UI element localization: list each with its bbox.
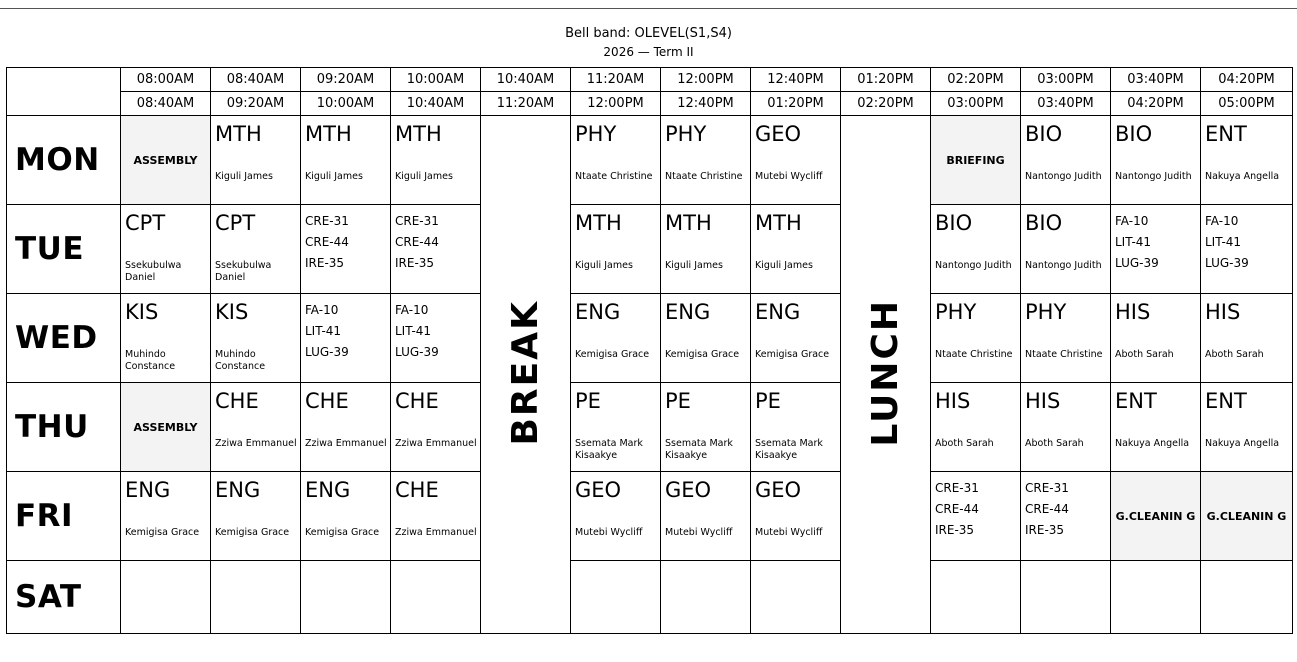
teacher-name: Ntaate Christine (935, 349, 1013, 360)
subject-code: BIO (1115, 122, 1153, 146)
subject-code: ENG (215, 478, 261, 502)
period-end-time: 10:40AM (391, 92, 481, 116)
teacher-name: Kemigisa Grace (215, 527, 290, 538)
subject-code: HIS (1115, 300, 1151, 324)
lesson-cell (1201, 294, 1293, 383)
lesson-cell (211, 294, 301, 383)
period-end-time: 03:00PM (931, 92, 1021, 116)
lesson-cell (661, 294, 751, 383)
lesson-cell (751, 205, 841, 294)
lesson-cell (751, 383, 841, 472)
period-start-time: 08:00AM (121, 68, 211, 92)
combined-subject-line: FA-10 (1205, 214, 1239, 228)
subject-code: GEO (575, 478, 622, 502)
teacher-name: Aboth Sarah (935, 438, 994, 449)
combined-subject-line: LUG-39 (1205, 256, 1249, 270)
teacher-name: Mutebi Wycliff (755, 527, 823, 538)
combined-lesson-cell (1021, 472, 1111, 561)
period-end-time: 11:20AM (481, 92, 571, 116)
combined-subject-line: LIT-41 (1115, 235, 1152, 249)
lesson-cell (1021, 116, 1111, 205)
subject-code: MTH (755, 211, 802, 235)
teacher-name: Aboth Sarah (1205, 349, 1264, 360)
special-activity-cell: BRIEFING (931, 116, 1021, 205)
subject-code: PHY (1025, 300, 1067, 324)
empty-slot-cell (121, 561, 211, 634)
lesson-cell (121, 205, 211, 294)
teacher-name: Kiguli James (395, 171, 453, 182)
subject-code: GEO (665, 478, 712, 502)
combined-subject-line: IRE-35 (1025, 523, 1065, 537)
combined-subject-line: FA-10 (1115, 214, 1149, 228)
combined-subjects (395, 300, 439, 363)
subject-code: ENG (755, 300, 801, 324)
subject-code: ENT (1205, 389, 1247, 413)
subject-code: GEO (755, 122, 802, 146)
subject-code: ENG (125, 478, 171, 502)
day-row (7, 561, 1293, 634)
teacher-name: Zziwa Emmanuel (215, 438, 297, 449)
combined-subject-line: CRE-44 (395, 235, 439, 249)
teacher-name: Mutebi Wycliff (755, 171, 823, 182)
teacher-name: Kiguli James (755, 260, 813, 271)
break-label: BREAK (505, 299, 546, 446)
subject-code: MTH (665, 211, 712, 235)
lesson-cell (751, 294, 841, 383)
lesson-cell (931, 205, 1021, 294)
combined-subjects (1205, 211, 1249, 274)
subject-code: PE (755, 389, 781, 413)
period-start-time: 01:20PM (841, 68, 931, 92)
day-label: MON (7, 116, 121, 205)
subject-code: BIO (935, 211, 973, 235)
period-end-time: 08:40AM (121, 92, 211, 116)
subject-code: ENG (305, 478, 351, 502)
subject-code: ENT (1115, 389, 1157, 413)
teacher-name: Zziwa Emmanuel (395, 527, 477, 538)
subject-code: KIS (125, 300, 159, 324)
teacher-name: Muhindo Constance (215, 349, 266, 372)
subject-code: HIS (1025, 389, 1061, 413)
empty-slot-cell (571, 561, 661, 634)
teacher-name: Ntaate Christine (575, 171, 653, 182)
teacher-name: Ssemata Mark Kisaakye (575, 438, 643, 461)
combined-subject-line: LIT-41 (305, 324, 342, 338)
top-rule (0, 8, 1297, 9)
lesson-cell (931, 383, 1021, 472)
period-start-time: 04:20PM (1201, 68, 1293, 92)
lesson-cell (661, 472, 751, 561)
combined-subject-line: LUG-39 (305, 345, 349, 359)
period-end-time: 05:00PM (1201, 92, 1293, 116)
lesson-cell (1021, 383, 1111, 472)
subject-code: KIS (215, 300, 249, 324)
lesson-cell (661, 116, 751, 205)
combined-subject-line: LIT-41 (395, 324, 432, 338)
day-label: THU (7, 383, 121, 472)
teacher-name: Kemigisa Grace (665, 349, 740, 360)
combined-subject-line: CRE-31 (395, 214, 439, 228)
day-label: SAT (7, 561, 121, 634)
combined-subjects (935, 478, 979, 541)
combined-subject-line: CRE-31 (305, 214, 349, 228)
day-label: TUE (7, 205, 121, 294)
lesson-cell (1201, 383, 1293, 472)
break-column (481, 116, 571, 634)
lesson-cell (1111, 116, 1201, 205)
subject-code: HIS (1205, 300, 1241, 324)
period-end-time: 01:20PM (751, 92, 841, 116)
teacher-name: Nakuya Angella (1115, 438, 1190, 449)
lesson-cell (301, 116, 391, 205)
combined-lesson-cell (301, 294, 391, 383)
empty-slot-cell (931, 561, 1021, 634)
special-activity-cell: ASSEMBLY (121, 116, 211, 205)
lesson-cell (571, 472, 661, 561)
period-start-time: 02:20PM (931, 68, 1021, 92)
combined-subject-line: CRE-44 (935, 502, 979, 516)
period-end-time: 12:40PM (661, 92, 751, 116)
lesson-cell (571, 294, 661, 383)
subject-code: CHE (395, 478, 439, 502)
teacher-name: Zziwa Emmanuel (305, 438, 387, 449)
subject-code: CHE (395, 389, 439, 413)
combined-subject-line: CRE-31 (1025, 481, 1069, 495)
teacher-name: Ssekubulwa Daniel (125, 260, 182, 283)
lesson-cell (391, 383, 481, 472)
empty-slot-cell (661, 561, 751, 634)
combined-subject-line: LUG-39 (395, 345, 439, 359)
lesson-cell (211, 472, 301, 561)
day-row (7, 294, 1293, 383)
day-label: WED (7, 294, 121, 383)
timetable-title: Bell band: OLEVEL(S1,S4) (565, 26, 732, 41)
period-end-time: 02:20PM (841, 92, 931, 116)
period-end-time: 10:00AM (301, 92, 391, 116)
period-start-row (7, 68, 1293, 92)
subject-code: MTH (305, 122, 352, 146)
subject-code: MTH (575, 211, 622, 235)
combined-subject-line: IRE-35 (395, 256, 435, 270)
combined-subject-line: CRE-44 (1025, 502, 1069, 516)
subject-code: PE (575, 389, 601, 413)
teacher-name: Mutebi Wycliff (665, 527, 733, 538)
subject-code: BIO (1025, 122, 1063, 146)
lunch-label: LUNCH (865, 298, 906, 447)
teacher-name: Zziwa Emmanuel (395, 438, 477, 449)
period-start-time: 10:40AM (481, 68, 571, 92)
empty-slot-cell (391, 561, 481, 634)
day-row (7, 205, 1293, 294)
lesson-cell (1111, 383, 1201, 472)
period-end-time: 03:40PM (1021, 92, 1111, 116)
lesson-cell (751, 472, 841, 561)
teacher-name: Kemigisa Grace (305, 527, 380, 538)
lesson-cell (1021, 294, 1111, 383)
combined-lesson-cell (391, 205, 481, 294)
period-end-time: 09:20AM (211, 92, 301, 116)
day-row (7, 472, 1293, 561)
teacher-name: Ssekubulwa Daniel (215, 260, 272, 283)
combined-subjects (1115, 211, 1159, 274)
teacher-name: Aboth Sarah (1115, 349, 1174, 360)
teacher-name: Mutebi Wycliff (575, 527, 643, 538)
subject-code: BIO (1025, 211, 1063, 235)
combined-subjects (1025, 478, 1069, 541)
combined-lesson-cell (931, 472, 1021, 561)
teacher-name: Kemigisa Grace (125, 527, 200, 538)
lesson-cell (211, 205, 301, 294)
special-activity-cell: ASSEMBLY (121, 383, 211, 472)
subject-code: CPT (125, 211, 166, 235)
subject-code: ENG (575, 300, 621, 324)
lesson-cell (391, 472, 481, 561)
period-start-time: 12:40PM (751, 68, 841, 92)
combined-subject-line: CRE-44 (305, 235, 349, 249)
special-activity-cell: G.CLEANIN G (1111, 472, 1201, 561)
teacher-name: Ntaate Christine (665, 171, 743, 182)
special-activity-cell: G.CLEANIN G (1201, 472, 1293, 561)
teacher-name: Kiguli James (305, 171, 363, 182)
teacher-name: Nakuya Angella (1205, 438, 1280, 449)
subject-code: PHY (935, 300, 977, 324)
teacher-name: Nantongo Judith (1025, 171, 1102, 182)
teacher-name: Kiguli James (665, 260, 723, 271)
teacher-name: Ssemata Mark Kisaakye (755, 438, 823, 461)
lesson-cell (121, 294, 211, 383)
period-start-time: 03:00PM (1021, 68, 1111, 92)
lesson-cell (571, 205, 661, 294)
teacher-name: Nantongo Judith (935, 260, 1012, 271)
day-label: FRI (7, 472, 121, 561)
combined-subjects (305, 211, 349, 274)
combined-subject-line: FA-10 (305, 303, 339, 317)
combined-subject-line: IRE-35 (305, 256, 345, 270)
teacher-name: Muhindo Constance (125, 349, 176, 372)
period-end-time: 04:20PM (1111, 92, 1201, 116)
teacher-name: Aboth Sarah (1025, 438, 1084, 449)
corner-cell (7, 68, 121, 116)
timetable-grid (6, 67, 1293, 634)
day-row (7, 116, 1293, 205)
teacher-name: Nantongo Judith (1115, 171, 1192, 182)
subject-code: ENT (1205, 122, 1247, 146)
combined-subject-line: FA-10 (395, 303, 429, 317)
lesson-cell (121, 472, 211, 561)
combined-lesson-cell (1111, 205, 1201, 294)
subject-code: PHY (665, 122, 707, 146)
lesson-cell (661, 205, 751, 294)
empty-slot-cell (1021, 561, 1111, 634)
lesson-cell (1021, 205, 1111, 294)
subject-code: MTH (395, 122, 442, 146)
period-start-time: 09:20AM (301, 68, 391, 92)
lesson-cell (391, 116, 481, 205)
combined-subjects (395, 211, 439, 274)
period-end-time: 12:00PM (571, 92, 661, 116)
day-row (7, 383, 1293, 472)
combined-lesson-cell (1201, 205, 1293, 294)
teacher-name: Kiguli James (575, 260, 633, 271)
subject-code: HIS (935, 389, 971, 413)
lesson-cell (301, 383, 391, 472)
empty-slot-cell (301, 561, 391, 634)
lesson-cell (1201, 116, 1293, 205)
combined-lesson-cell (301, 205, 391, 294)
period-start-time: 03:40PM (1111, 68, 1201, 92)
teacher-name: Kemigisa Grace (575, 349, 650, 360)
period-start-time: 10:00AM (391, 68, 481, 92)
lesson-cell (571, 383, 661, 472)
lesson-cell (211, 116, 301, 205)
combined-subject-line: LUG-39 (1115, 256, 1159, 270)
lunch-column (841, 116, 931, 634)
teacher-name: Kiguli James (215, 171, 273, 182)
teacher-name: Kemigisa Grace (755, 349, 830, 360)
empty-slot-cell (211, 561, 301, 634)
period-start-time: 12:00PM (661, 68, 751, 92)
lesson-cell (931, 294, 1021, 383)
subject-code: CHE (305, 389, 349, 413)
lesson-cell (571, 116, 661, 205)
combined-subject-line: IRE-35 (935, 523, 975, 537)
combined-subjects (305, 300, 349, 363)
lesson-cell (661, 383, 751, 472)
subject-code: ENG (665, 300, 711, 324)
subject-code: PE (665, 389, 691, 413)
empty-slot-cell (1201, 561, 1293, 634)
teacher-name: Ntaate Christine (1025, 349, 1103, 360)
subject-code: MTH (215, 122, 262, 146)
timetable-subtitle: 2026 — Term II (603, 45, 694, 59)
teacher-name: Nantongo Judith (1025, 260, 1102, 271)
period-start-time: 08:40AM (211, 68, 301, 92)
subject-code: CHE (215, 389, 259, 413)
lesson-cell (1111, 294, 1201, 383)
teacher-name: Ssemata Mark Kisaakye (665, 438, 733, 461)
period-start-time: 11:20AM (571, 68, 661, 92)
lesson-cell (751, 116, 841, 205)
teacher-name: Nakuya Angella (1205, 171, 1280, 182)
empty-slot-cell (1111, 561, 1201, 634)
combined-subject-line: CRE-31 (935, 481, 979, 495)
subject-code: GEO (755, 478, 802, 502)
combined-subject-line: LIT-41 (1205, 235, 1242, 249)
empty-slot-cell (751, 561, 841, 634)
subject-code: PHY (575, 122, 617, 146)
subject-code: CPT (215, 211, 256, 235)
combined-lesson-cell (391, 294, 481, 383)
period-end-row (7, 92, 1293, 116)
lesson-cell (301, 472, 391, 561)
lesson-cell (211, 383, 301, 472)
